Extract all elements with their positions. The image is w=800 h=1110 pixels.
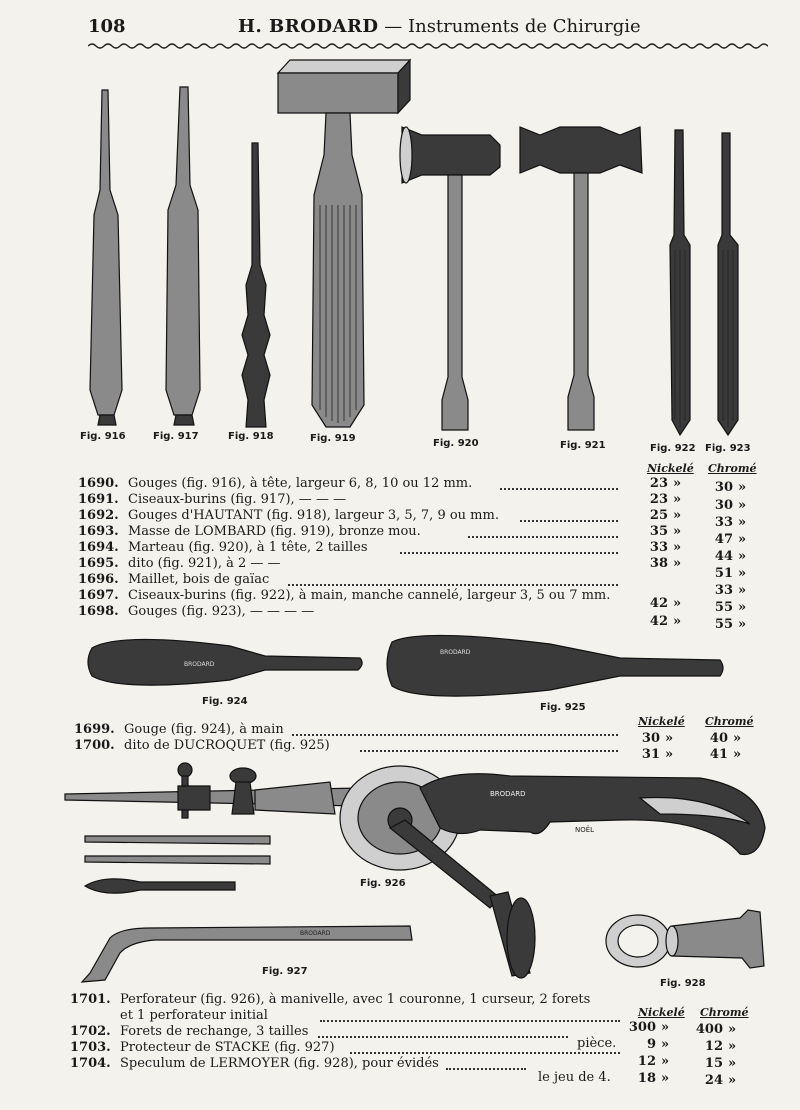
dotted-leader	[318, 1036, 568, 1038]
chisel-917-drawing	[166, 87, 200, 425]
price-nickele: 33 »	[649, 540, 682, 555]
top-instruments-illustration	[80, 55, 780, 455]
hammer-921-drawing	[520, 127, 642, 430]
price-nickele: 23 »	[649, 492, 682, 507]
price-chrome: 30 »	[714, 498, 747, 513]
price-nickele: 42 »	[649, 596, 682, 611]
column-header-nickele: Nickelé	[647, 462, 694, 475]
fig-919-caption: Fig. 919	[310, 433, 356, 444]
stacke-protector-927-drawing	[82, 926, 412, 982]
unit-note: le jeu de 4.	[538, 1070, 611, 1085]
price-chrome: 47 »	[714, 532, 747, 547]
fig-928-caption: Fig. 928	[660, 978, 706, 989]
price-chrome: 400 »	[695, 1022, 737, 1037]
price-chrome: 55 »	[714, 600, 747, 615]
price-nickele: 9 »	[646, 1037, 670, 1052]
fig-924-caption: Fig. 924	[202, 696, 248, 707]
column-header-nickele: Nickelé	[638, 1006, 685, 1019]
perforator-illustration	[60, 758, 780, 988]
price-chrome: 44 »	[714, 549, 747, 564]
dotted-leader	[320, 1020, 620, 1022]
price-chrome: 12 »	[704, 1039, 737, 1054]
gouge-925-drawing	[387, 635, 723, 696]
price-nickele: 23 »	[649, 476, 682, 491]
chisel-922-drawing	[670, 130, 690, 435]
unit-note: pièce.	[577, 1036, 617, 1051]
price-chrome: 33 »	[714, 583, 747, 598]
price-nickele: 30 »	[641, 731, 674, 746]
price-nickele: 12 »	[637, 1054, 670, 1069]
price-nickele: 31 »	[641, 747, 674, 762]
lermoyer-speculum-928-drawing	[606, 910, 764, 968]
dotted-leader	[360, 750, 618, 752]
title-subject: — Instruments de Chirurgie	[378, 16, 641, 37]
engraving-brodard: BRODARD	[184, 661, 215, 668]
price-chrome: 40 »	[709, 731, 742, 746]
fig-925-caption: Fig. 925	[540, 702, 586, 713]
fig-917-caption: Fig. 917	[153, 431, 199, 442]
engraving-noel: NOËL	[575, 826, 595, 834]
dotted-leader	[350, 1052, 620, 1054]
price-nickele: 25 »	[649, 508, 682, 523]
header-wavy-rule	[88, 42, 768, 50]
column-header-chrome: Chromé	[700, 1006, 749, 1019]
page-number: 108	[88, 16, 126, 37]
column-header-nickele: Nickelé	[638, 715, 685, 728]
engraving-brodard: BRODARD	[490, 790, 526, 798]
fig-926-caption: Fig. 926	[360, 878, 406, 889]
price-nickele: 300 »	[628, 1020, 670, 1035]
fig-921-caption: Fig. 921	[560, 440, 606, 451]
price-chrome: 30 »	[714, 480, 747, 495]
price-chrome: 55 »	[714, 617, 747, 632]
fig-923-caption: Fig. 923	[705, 443, 751, 454]
gouges-924-925-illustration	[80, 628, 740, 708]
gouge-924-drawing	[88, 639, 362, 685]
gouge-923-drawing	[718, 133, 738, 435]
engraving-brodard: BRODARD	[300, 930, 331, 937]
brand-name: H. BRODARD	[238, 16, 379, 37]
price-nickele: 38 »	[649, 556, 682, 571]
dotted-leader	[400, 552, 618, 554]
fig-920-caption: Fig. 920	[433, 438, 479, 449]
fig-922-caption: Fig. 922	[650, 443, 696, 454]
price-nickele: 42 »	[649, 614, 682, 629]
page-title	[238, 16, 641, 37]
price-chrome: 24 »	[704, 1073, 737, 1088]
page-header	[88, 14, 768, 54]
dotted-leader	[292, 734, 618, 736]
column-header-chrome: Chromé	[705, 715, 754, 728]
fig-916-caption: Fig. 916	[80, 431, 126, 442]
gouge-918-drawing	[242, 143, 270, 427]
price-nickele: 35 »	[649, 524, 682, 539]
gouge-916-drawing	[90, 90, 122, 425]
engraving-brodard: BRODARD	[440, 649, 471, 656]
price-nickele: 18 »	[637, 1071, 670, 1086]
dotted-leader	[500, 488, 618, 490]
mallet-919-drawing	[278, 60, 410, 427]
dotted-leader	[288, 584, 618, 586]
dotted-leader	[520, 520, 618, 522]
price-chrome: 15 »	[704, 1056, 737, 1071]
price-chrome: 41 »	[709, 747, 742, 762]
price-chrome: 33 »	[714, 515, 747, 530]
column-header-chrome: Chromé	[708, 462, 757, 475]
dotted-leader	[468, 536, 618, 538]
fig-927-caption: Fig. 927	[262, 966, 308, 977]
fig-918-caption: Fig. 918	[228, 431, 274, 442]
price-chrome: 51 »	[714, 566, 747, 581]
hammer-920-drawing	[400, 127, 500, 430]
drill-bits-drawing	[85, 836, 270, 893]
dotted-leader	[446, 1068, 526, 1070]
